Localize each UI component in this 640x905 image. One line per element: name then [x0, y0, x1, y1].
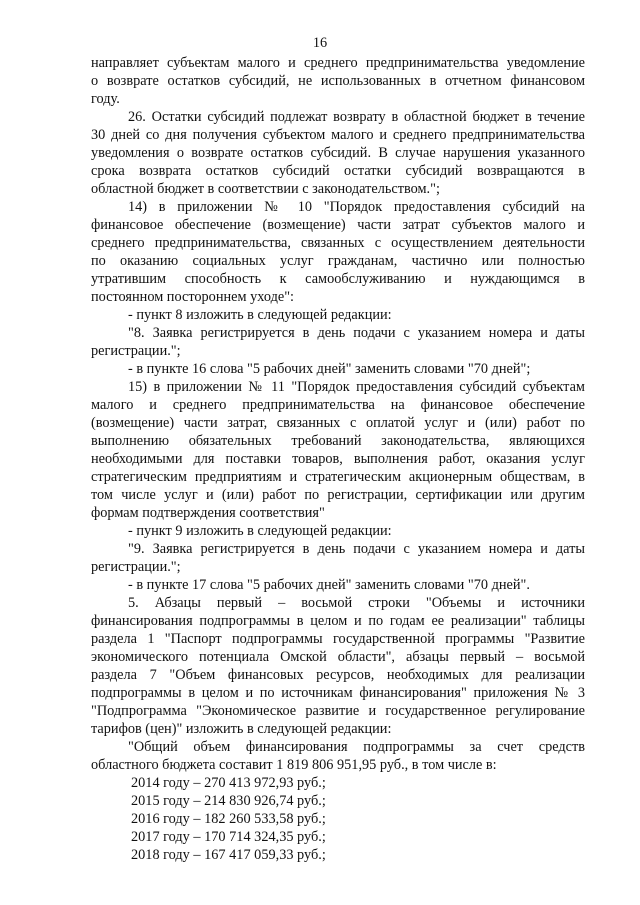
text-line: 5. Абзацы первый – восьмой строки "Объемы и источники: [128, 595, 585, 611]
text-line: "8. Заявка регистрируется в день подачи с указанием номера и даты: [128, 325, 585, 341]
text-line: 15) в приложении № 11 "Порядок предоставления субсидий субъектам: [128, 379, 585, 395]
text-line: регистрации.";: [91, 343, 181, 359]
text-line: 2014 году – 270 413 972,93 руб.;: [131, 775, 326, 791]
text-line: о возврате остатков субсидий, не использованных в отчетном финансовом: [91, 73, 585, 89]
text-line: утратившим способность к самообслуживанию и нуждающимся в: [91, 271, 585, 287]
text-line: - в пункте 16 слова "5 рабочих дней" заменить словами "70 дней";: [128, 361, 531, 377]
text-line: 2016 году – 182 260 533,58 руб.;: [131, 811, 326, 827]
text-line: среднего предпринимательства, связанных с осуществлением деятельности: [91, 235, 585, 251]
text-line: по оказанию социальных услуг гражданам, частично или полностью: [91, 253, 585, 269]
text-line: 14) в приложении № 10 "Порядок предоставления субсидий на: [128, 199, 585, 215]
text-line: областного бюджета составит 1 819 806 951,95 руб., в том числе в:: [91, 757, 497, 773]
text-line: (возмещение) части затрат, связанных с оплатой услуг и (или) работ по: [91, 415, 585, 431]
text-line: 2015 году – 214 830 926,74 руб.;: [131, 793, 326, 809]
text-line: необходимыми для поставки товаров, выполнения работ, оказания услуг: [91, 451, 585, 467]
text-line: малого и среднего предпринимательства на финансовое обеспечение: [91, 397, 585, 413]
text-line: 2017 году – 170 714 324,35 руб.;: [131, 829, 326, 845]
text-line: выполнению обязательных требований законодательства, являющихся: [91, 433, 585, 449]
text-line: регистрации.";: [91, 559, 181, 575]
text-line: финансовое обеспечение (возмещение) части затрат субъектов малого и: [91, 217, 585, 233]
text-line: 26. Остатки субсидий подлежат возврату в областной бюджет в течение: [128, 109, 585, 125]
text-line: областной бюджет в соответствии с законодательством.";: [91, 181, 440, 197]
text-line: году.: [91, 91, 120, 107]
document-body: [91, 54, 585, 864]
text-line: уведомления о возврате остатков субсидий. В случае нарушения указанного: [91, 145, 585, 161]
text-line: срока возврата остатков субсидий остатки субсидий возвращаются в: [91, 163, 585, 179]
text-line: "Подпрограмма "Экономическое развитие и государственное регулирование: [91, 703, 585, 719]
text-line: постоянном постороннем уходе":: [91, 289, 295, 305]
text-line: подпрограммы в целом и по источникам финансирования" приложения № 3: [91, 685, 585, 701]
text-line: том числе услуг и (или) работ по регистрации, сертификации или другим: [91, 487, 585, 503]
text-line: раздела 7 "Объем финансовых ресурсов, необходимых для реализации: [91, 667, 585, 683]
text-line: 30 дней со дня получения субъектом малого и среднего предпринимательства: [91, 127, 585, 143]
text-line: "9. Заявка регистрируется в день подачи с указанием номера и даты: [128, 541, 585, 557]
text-line: финансирования подпрограммы в целом и по годам ее реализации" таблицы: [91, 613, 585, 629]
text-line: экономического потенциала Омской области", абзацы первый – восьмой: [91, 649, 585, 665]
text-line: - пункт 9 изложить в следующей редакции:: [128, 523, 392, 539]
text-line: 2018 году – 167 417 059,33 руб.;: [131, 847, 326, 863]
text-line: тарифов (цен)" изложить в следующей редакции:: [91, 721, 392, 737]
text-line: стратегическим предприятиям и стратегическим акционерным обществам, в: [91, 469, 585, 485]
text-line: - в пункте 17 слова "5 рабочих дней" заменить словами "70 дней".: [128, 577, 530, 593]
text-line: раздела 1 "Паспорт подпрограммы государственной программы "Развитие: [91, 631, 585, 647]
text-line: формам подтверждения соответствия": [91, 505, 325, 521]
text-line: "Общий объем финансирования подпрограммы за счет средств: [128, 739, 585, 755]
text-line: - пункт 8 изложить в следующей редакции:: [128, 307, 392, 323]
text-line: направляет субъектам малого и среднего предпринимательства уведомление: [91, 55, 585, 71]
page-number: 16: [312, 35, 328, 51]
